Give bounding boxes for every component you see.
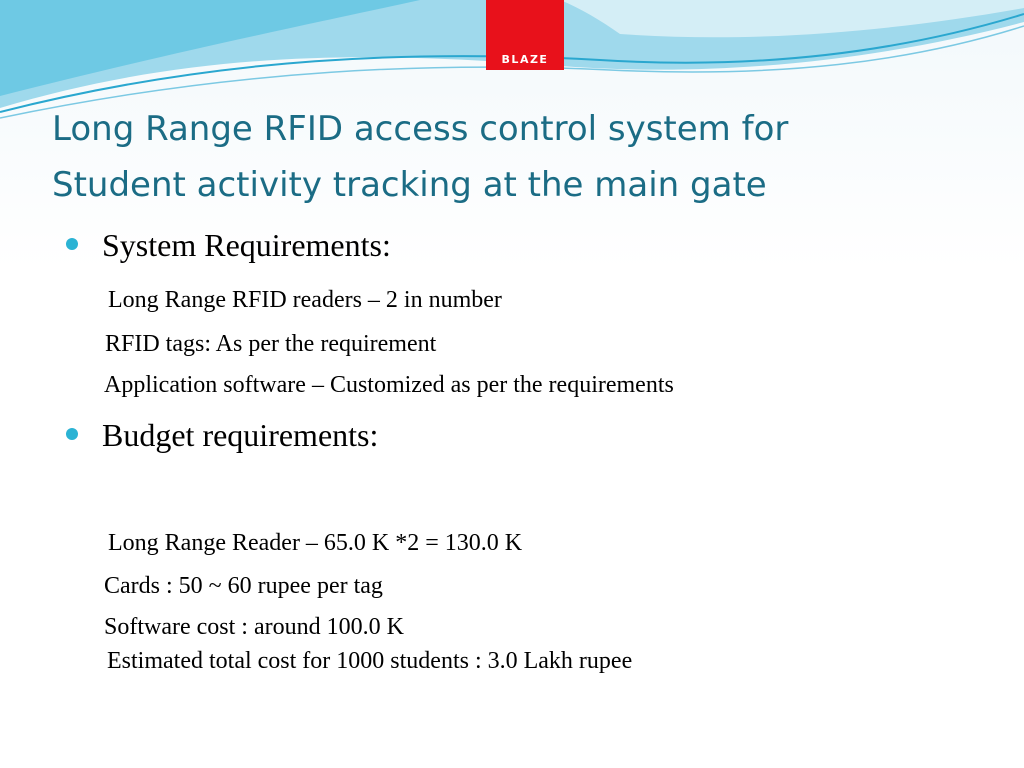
slide-title (52, 101, 992, 213)
bullet-budget-requirements: Budget requirements: (102, 414, 378, 456)
system-item-software: Application software – Customized as per the requirements (104, 372, 674, 398)
system-item-readers: Long Range RFID readers – 2 in number (108, 287, 502, 313)
logo-text: BLAZE (501, 53, 549, 66)
budget-item-reader: Long Range Reader – 65.0 K *2 = 130.0 K (108, 530, 523, 556)
blaze-logo (486, 0, 564, 70)
system-item-tags: RFID tags: As per the requirement (105, 331, 437, 357)
bullet-system-requirements: System Requirements: (102, 224, 391, 266)
title-line-2: Student activity tracking at the main gate (52, 165, 767, 205)
budget-item-cards: Cards : 50 ~ 60 rupee per tag (104, 573, 383, 599)
budget-item-total: Estimated total cost for 1000 students : 3.0 Lakh rupee (107, 648, 633, 674)
title-line-1: Long Range RFID access control system for (52, 109, 789, 149)
budget-item-software: Software cost : around 100.0 K (104, 614, 404, 640)
